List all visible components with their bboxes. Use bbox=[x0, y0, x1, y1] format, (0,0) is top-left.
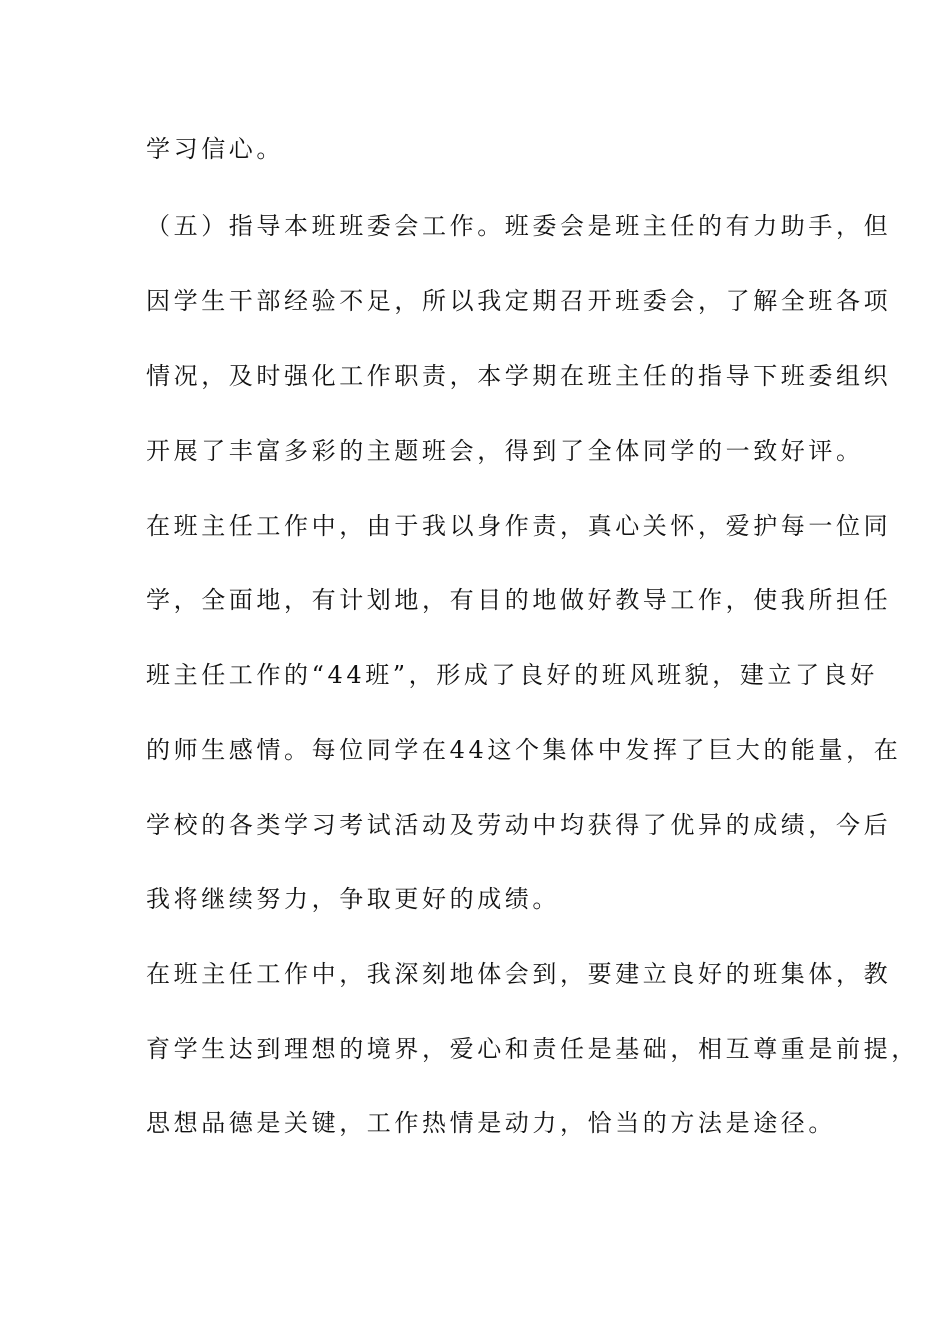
text-line: 开展了丰富多彩的主题班会，得到了全体同学的一致好评。 bbox=[146, 437, 864, 465]
text-line: 育学生达到理想的境界，爱心和责任是基础，相互尊重是前提， bbox=[146, 1035, 919, 1063]
text-line: 我将继续努力，争取更好的成绩。 bbox=[146, 885, 560, 913]
text-line: 因学生干部经验不足，所以我定期召开班委会，了解全班各项 bbox=[146, 287, 892, 315]
text-line: 学，全面地，有计划地，有目的地做好教导工作，使我所担任 bbox=[146, 586, 892, 614]
text-line: （五）指导本班班委会工作。班委会是班主任的有力助手，但 bbox=[146, 212, 892, 240]
text-line: 在班主任工作中，我深刻地体会到，要建立良好的班集体，教 bbox=[146, 960, 892, 988]
text-line: 学习信心。 bbox=[146, 135, 284, 163]
text-line: 情况，及时强化工作职责，本学期在班主任的指导下班委组织 bbox=[146, 362, 892, 390]
text-line: 学校的各类学习考试活动及劳动中均获得了优异的成绩，今后 bbox=[146, 811, 892, 839]
text-line: 在班主任工作中，由于我以身作责，真心关怀，爱护每一位同 bbox=[146, 512, 892, 540]
text-line: 班主任工作的“44班”，形成了良好的班风班貌，建立了良好 bbox=[146, 661, 878, 689]
text-line: 思想品德是关键，工作热情是动力，恰当的方法是途径。 bbox=[146, 1109, 836, 1137]
text-line: 的师生感情。每位同学在44这个集体中发挥了巨大的能量，在 bbox=[146, 736, 902, 764]
